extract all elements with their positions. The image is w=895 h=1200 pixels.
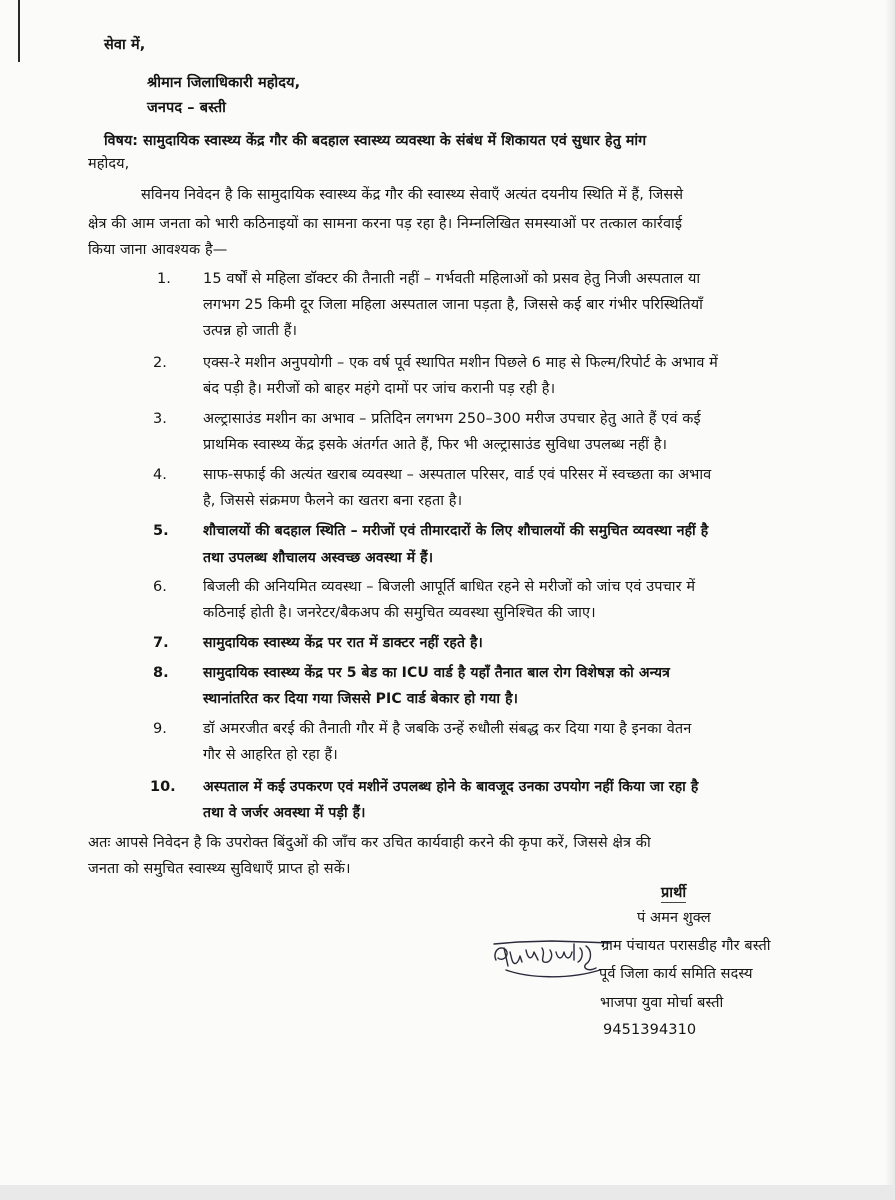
item-number: 10. — [150, 779, 176, 795]
recipient-title: श्रीमान जिलाधिकारी महोदय, — [147, 75, 301, 91]
scan-edge — [18, 0, 20, 62]
list-item-1-line-2: लगभग 25 किमी दूर जिला महिला अस्पताल जाना पड़ता है, जिससे कई बार गंभीर परिस्थितियाँ — [203, 297, 703, 313]
list-item-8-line-1: सामुदायिक स्वास्थ्य केंद्र पर 5 बेड का ICU वार्ड है यहाँ तैनात बाल रोग विशेषज्ञ को अन्यत्र — [203, 665, 670, 681]
list-item-6-line-2: कठिनाई होती है। जनरेटर/बैकअप की समुचित व्यवस्था सुनिश्चित की जाए। — [203, 605, 596, 621]
signatory-gram-panchayat: ग्राम पंचायत परासडीह गौर बस्ती — [601, 938, 771, 954]
greeting: महोदय, — [88, 156, 130, 172]
list-item-2-line-1: एक्स-रे मशीन अनुपयोगी – एक वर्ष पूर्व स्थापित मशीन पिछले 6 माह से फिल्म/रिपोर्ट के अभाव में — [203, 355, 718, 371]
list-item-9-line-1: डॉ अमरजीत बरई की तैनाती गौर में है जबकि उन्हें रुधौली संबद्ध कर दिया गया है इनका वेतन — [203, 721, 692, 737]
list-item-1-line-1: 15 वर्षों से महिला डॉक्टर की तैनाती नहीं – गर्भवती महिलाओं को प्रसव हेतु निजी अस्पताल या — [203, 271, 701, 287]
list-item-8-line-2: स्थानांतरित कर दिया गया जिससे PIC वार्ड बेकार हो गया है। — [203, 691, 519, 707]
list-item-10-line-1: अस्पताल में कई उपकरण एवं मशीनें उपलब्ध होने के बावजूद उनका उपयोग नहीं किया जा रहा है — [203, 779, 699, 795]
salutation-to: सेवा में, — [104, 37, 146, 53]
list-item-1-line-3: उत्पन्न हो जाती हैं। — [203, 323, 298, 339]
signatory-phone: 9451394310 — [603, 1022, 697, 1038]
item-number: 3. — [153, 411, 167, 427]
item-number: 6. — [153, 579, 167, 595]
signatory-role: पूर्व जिला कार्य समिति सदस्य — [599, 966, 753, 982]
recipient-district: जनपद – बस्ती — [147, 100, 227, 116]
applicant-label — [661, 882, 686, 904]
closing-line-2: जनता को समुचित स्वास्थ्य सुविधाएँ प्राप्त हो सकें। — [88, 861, 351, 877]
item-number: 2. — [153, 355, 167, 371]
list-item-2-line-2: बंद पड़ी है। मरीजों को बाहर महंगे दामों पर जांच करानी पड़ रही है। — [203, 381, 556, 397]
closing-line-1: अतः आपसे निवेदन है कि उपरोक्त बिंदुओं की जाँच कर उचित कार्यवाही करने की कृपा करें, जिससे क्षेत्र की — [88, 835, 651, 851]
list-item-10-line-2: तथा वे जर्जर अवस्था में पड़ी हैं। — [203, 805, 366, 821]
applicant-label-text: प्रार्थी — [661, 885, 687, 901]
scan-bottom-edge — [0, 1185, 895, 1200]
item-number: 9. — [153, 721, 167, 737]
item-number: 7. — [153, 635, 169, 651]
list-item-4-line-2: है, जिससे संक्रमण फैलने का खतरा बना रहता है। — [203, 493, 463, 509]
subject-line: विषय: सामुदायिक स्वास्थ्य केंद्र गौर की बदहाल स्वास्थ्य व्यवस्था के संबंध में शिकायत एवं सुधार हेतु मांग — [104, 133, 647, 149]
intro-line-2: क्षेत्र की आम जनता को भारी कठिनाइयों का सामना करना पड़ रहा है। निम्नलिखित समस्याओं पर तत्काल कार्रवाई — [88, 216, 683, 232]
intro-line-3: किया जाना आवश्यक है— — [88, 242, 228, 258]
item-number: 1. — [157, 271, 171, 287]
intro-line-1: सविनय निवेदन है कि सामुदायिक स्वास्थ्य केंद्र गौर की स्वास्थ्य सेवाएँ अत्यंत दयनीय स्थिति में हैं, जिससे — [141, 187, 684, 203]
list-item-6-line-1: बिजली की अनियमित व्यवस्था – बिजली आपूर्ति बाधित रहने से मरीजों को जांच एवं उपचार में — [203, 579, 696, 595]
item-number: 8. — [153, 665, 169, 681]
list-item-7-line-1: सामुदायिक स्वास्थ्य केंद्र पर रात में डाक्टर नहीं रहते है। — [203, 635, 483, 651]
item-number: 4. — [153, 467, 167, 483]
handwritten-signature — [488, 930, 616, 986]
list-item-3-line-1: अल्ट्रासाउंड मशीन का अभाव – प्रतिदिन लगभग 250–300 मरीज उपचार हेतु आते हैं एवं कई — [203, 411, 701, 427]
signatory-organization: भाजपा युवा मोर्चा बस्ती — [600, 995, 724, 1011]
list-item-3-line-2: प्राथमिक स्वास्थ्य केंद्र इसके अंतर्गत आते हैं, फिर भी अल्ट्रासाउंड सुविधा उपलब्ध नहीं है। — [203, 437, 668, 453]
signatory-name: पं अमन शुक्ल — [637, 910, 711, 926]
list-item-5-line-1: शौचालयों की बदहाल स्थिति – मरीजों एवं तीमारदारों के लिए शौचालयों की समुचित व्यवस्था नहीं है — [203, 523, 709, 539]
item-number: 5. — [153, 523, 169, 539]
scan-shadow — [885, 0, 895, 1200]
list-item-4-line-1: साफ-सफाई की अत्यंत खराब व्यवस्था – अस्पताल परिसर, वार्ड एवं परिसर में स्वच्छता का अभाव — [203, 467, 712, 483]
list-item-5-line-2: तथा उपलब्ध शौचालय अस्वच्छ अवस्था में हैं। — [203, 550, 434, 566]
list-item-9-line-2: गौर से आहरित हो रहा हैं। — [203, 747, 338, 763]
